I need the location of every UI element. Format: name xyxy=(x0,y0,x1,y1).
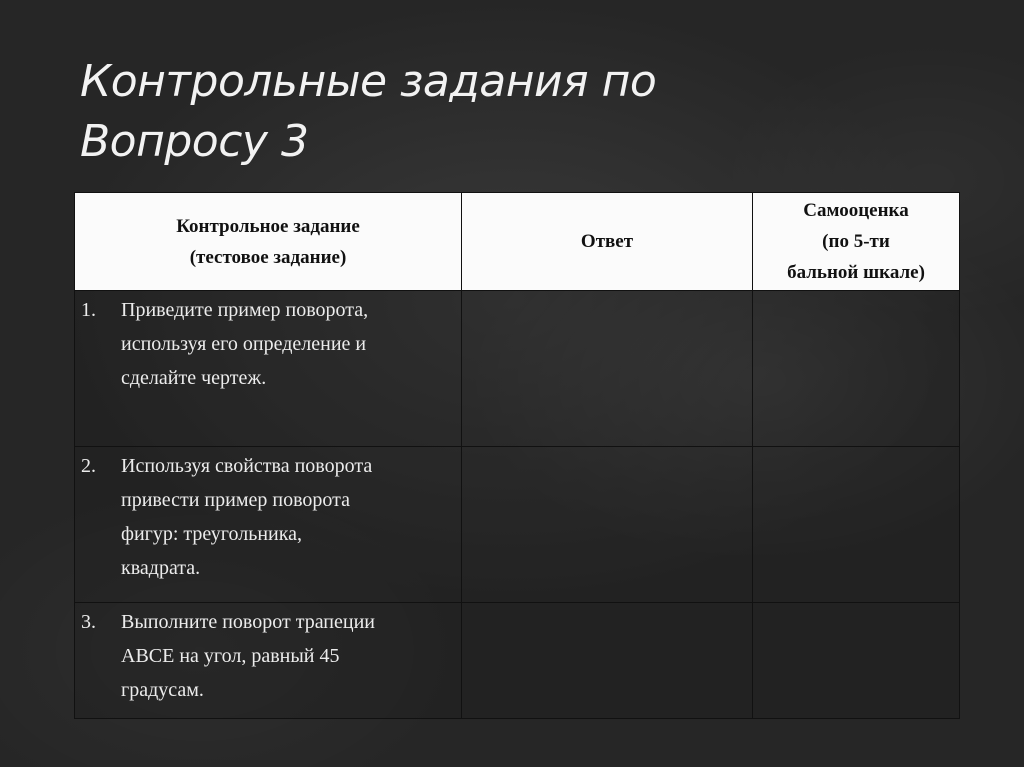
header-answer: Ответ xyxy=(462,193,753,291)
answer-cell[interactable] xyxy=(462,447,753,603)
task-text-line: градусам. xyxy=(121,679,204,701)
task-text xyxy=(121,293,451,395)
task-text-line: Выполните поворот трапеции xyxy=(121,611,375,633)
answer-cell[interactable] xyxy=(462,603,753,719)
table-row xyxy=(75,603,960,719)
table-row xyxy=(75,291,960,447)
score-cell[interactable] xyxy=(753,291,960,447)
header-self-assessment-line-3: бальной шкале) xyxy=(787,262,925,283)
task-text-line: фигур: треугольника, xyxy=(121,523,303,545)
header-self-assessment xyxy=(753,193,960,291)
header-self-assessment-line-1: Самооценка xyxy=(803,200,909,221)
task-number: 2. xyxy=(81,455,96,477)
header-task-line-2: (тестовое задание) xyxy=(189,246,347,268)
task-text xyxy=(121,449,451,585)
answer-cell[interactable] xyxy=(462,291,753,447)
task-cell xyxy=(75,291,462,447)
slide-title xyxy=(80,52,960,172)
score-cell[interactable] xyxy=(753,603,960,719)
task-cell xyxy=(75,603,462,719)
task-number: 1. xyxy=(81,299,96,321)
task-table xyxy=(74,192,960,719)
table-row xyxy=(75,447,960,603)
task-text xyxy=(121,605,451,707)
task-text-line: квадрата. xyxy=(121,557,201,579)
header-self-assessment-line-2: (по 5-ти xyxy=(822,231,890,252)
slide-title-line-2: Вопросу 3 xyxy=(80,116,309,167)
table-header-row xyxy=(75,193,960,291)
task-cell xyxy=(75,447,462,603)
task-text-line: сделайте чертеж. xyxy=(121,367,267,389)
task-number: 3. xyxy=(81,611,96,633)
task-text-line: Приведите пример поворота, xyxy=(121,299,369,321)
task-text-line: используя его определение и xyxy=(121,333,367,355)
score-cell[interactable] xyxy=(753,447,960,603)
header-task xyxy=(75,193,462,291)
header-task-line-1: Контрольное задание xyxy=(176,215,360,237)
slide-title-line-1: Контрольные задания по xyxy=(80,56,657,107)
task-text-line: Используя свойства поворота xyxy=(121,455,373,477)
task-text-line: привести пример поворота xyxy=(121,489,350,511)
task-text-line: АВСЕ на угол, равный 45 xyxy=(121,645,340,667)
